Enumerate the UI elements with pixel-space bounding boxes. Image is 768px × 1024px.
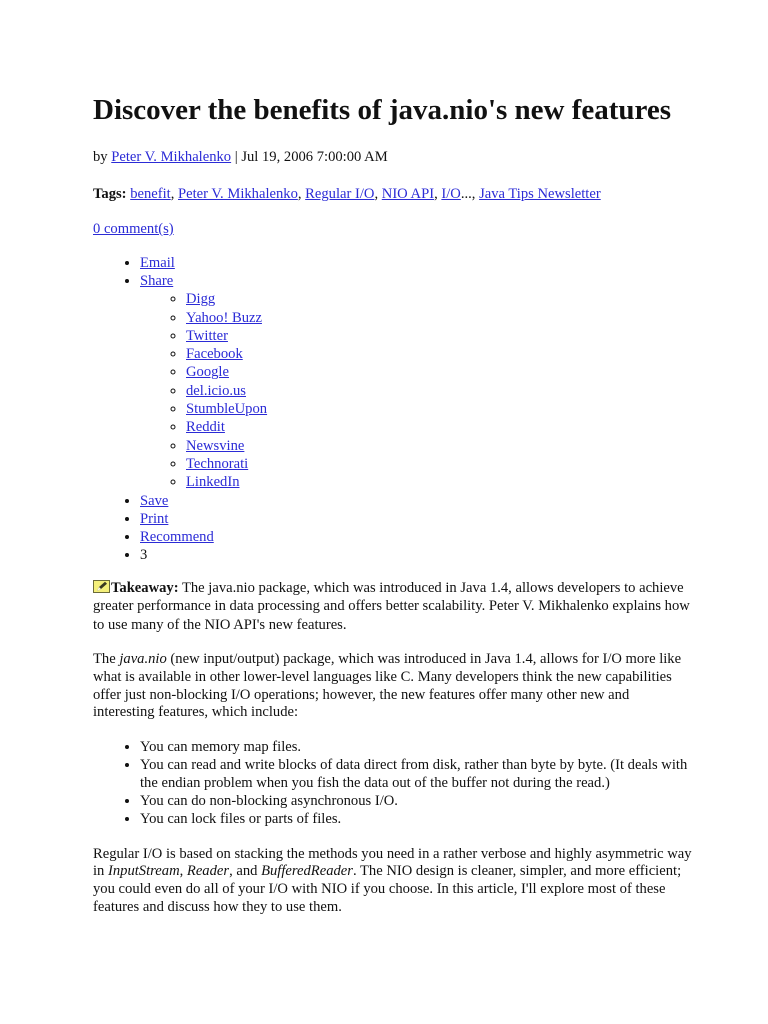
takeaway-label: Takeaway: <box>111 579 179 596</box>
list-item: • You can read and write blocks of data direct from disk, rather than byte by byte. (It deals with the endian problem when you fish the data out of the buffer not during the read.) <box>140 757 692 792</box>
class-name: BufferedReader <box>261 863 353 880</box>
list-item <box>140 546 692 564</box>
recommend-count: 3 <box>140 547 148 564</box>
share-facebook-link[interactable]: Facebook <box>186 346 243 363</box>
list-item <box>140 272 692 491</box>
share-item <box>186 345 692 363</box>
save-link[interactable]: Save <box>140 492 169 509</box>
share-delicious-link[interactable]: del.icio.us <box>186 382 246 399</box>
list-item: • You can do non-blocking asynchronous I/O. <box>140 793 692 811</box>
list-item: • You can memory map files. <box>140 739 692 757</box>
text-run: Regular I/O is based on stacking the methods you need in a rather verbose and highly asymmetric way in <box>93 845 692 880</box>
comments-link[interactable]: 0 comment(s) <box>93 221 174 237</box>
tag-link[interactable]: Peter V. Mikhalenko <box>178 186 298 202</box>
share-item <box>186 437 692 455</box>
list-item <box>140 510 692 528</box>
recommend-link[interactable]: Recommend <box>140 529 214 546</box>
tag-link[interactable]: Java Tips Newsletter <box>479 186 601 202</box>
share-stumbleupon-link[interactable]: StumbleUpon <box>186 401 268 418</box>
share-yahoo-buzz-link[interactable]: Yahoo! Buzz <box>186 309 262 326</box>
tags-label: Tags: <box>93 186 127 202</box>
share-twitter-link[interactable]: Twitter <box>186 327 228 344</box>
share-item <box>186 363 692 381</box>
tag-link[interactable]: benefit <box>130 186 171 202</box>
class-name: Reader <box>186 863 230 880</box>
intro-paragraph <box>93 651 692 722</box>
takeaway-text: The java.nio package, which was introduced in Java 1.4, allows developers to achieve greater performance in data processing and offers better scalability. Peter V. Mikhalenko explains how to use many of the NIO API's new features. <box>93 579 690 633</box>
article-actions-list <box>93 254 692 565</box>
text-run: , <box>179 863 187 880</box>
list-item <box>140 528 692 546</box>
share-item <box>186 290 692 308</box>
tag-link[interactable]: I/O <box>441 186 461 202</box>
list-item <box>140 254 692 272</box>
share-item <box>186 309 692 327</box>
share-item <box>186 400 692 418</box>
package-name: java.nio <box>119 651 167 668</box>
share-linkedin-link[interactable]: LinkedIn <box>186 474 240 491</box>
share-item <box>186 382 692 400</box>
share-item <box>186 327 692 345</box>
share-submenu <box>140 290 692 491</box>
publish-date: | Jul 19, 2006 7:00:00 AM <box>231 149 388 165</box>
features-list <box>93 739 692 829</box>
tag-link[interactable]: NIO API <box>381 186 435 202</box>
list-item: • You can lock files or parts of files. <box>140 811 692 829</box>
print-link[interactable]: Print <box>140 510 169 527</box>
author-link[interactable]: Peter V. Mikhalenko <box>111 149 232 165</box>
text-run: (new input/output) package, which was introduced in Java 1.4, allows for I/O more like what is available in other lower-level languages like C. Many developers think the new capabilities offer just non-blocking I/O operations; however, the new features offer many other new and interesting features, which include: <box>93 651 682 721</box>
share-technorati-link[interactable]: Technorati <box>186 455 249 472</box>
page-title: Discover the benefits of java.nio's new features <box>93 94 672 126</box>
byline-prefix: by <box>93 149 112 165</box>
comments-line <box>93 220 692 238</box>
takeaway-paragraph <box>93 579 692 635</box>
tags-line: Tags: benefit, Peter V. Mikhalenko, Regular I/O, NIO API, I/O..., Java Tips Newsletter <box>93 186 601 202</box>
text-run: . The NIO design is cleaner, simpler, and more efficient; you could even do all of your I/O with NIO if you choose. In this article, I'll explore most of these features and discuss how they to use them. <box>93 863 682 915</box>
pencil-note-icon <box>93 580 110 593</box>
share-reddit-link[interactable]: Reddit <box>186 419 225 436</box>
share-google-link[interactable]: Google <box>186 364 229 381</box>
share-digg-link[interactable]: Digg <box>186 291 216 308</box>
email-link[interactable]: Email <box>140 255 175 271</box>
share-newsvine-link[interactable]: Newsvine <box>186 437 245 454</box>
text-run: The <box>93 651 120 668</box>
class-name: InputStream <box>108 863 180 880</box>
share-item <box>186 418 692 436</box>
share-item <box>186 473 692 491</box>
tags-ellipsis: ... <box>460 186 472 202</box>
list-item <box>140 492 692 510</box>
tag-link[interactable]: Regular I/O <box>305 186 375 202</box>
text-run: , and <box>229 863 262 880</box>
byline <box>93 148 692 166</box>
share-link[interactable]: Share <box>140 273 174 290</box>
share-item <box>186 455 692 473</box>
io-paragraph <box>93 846 692 917</box>
